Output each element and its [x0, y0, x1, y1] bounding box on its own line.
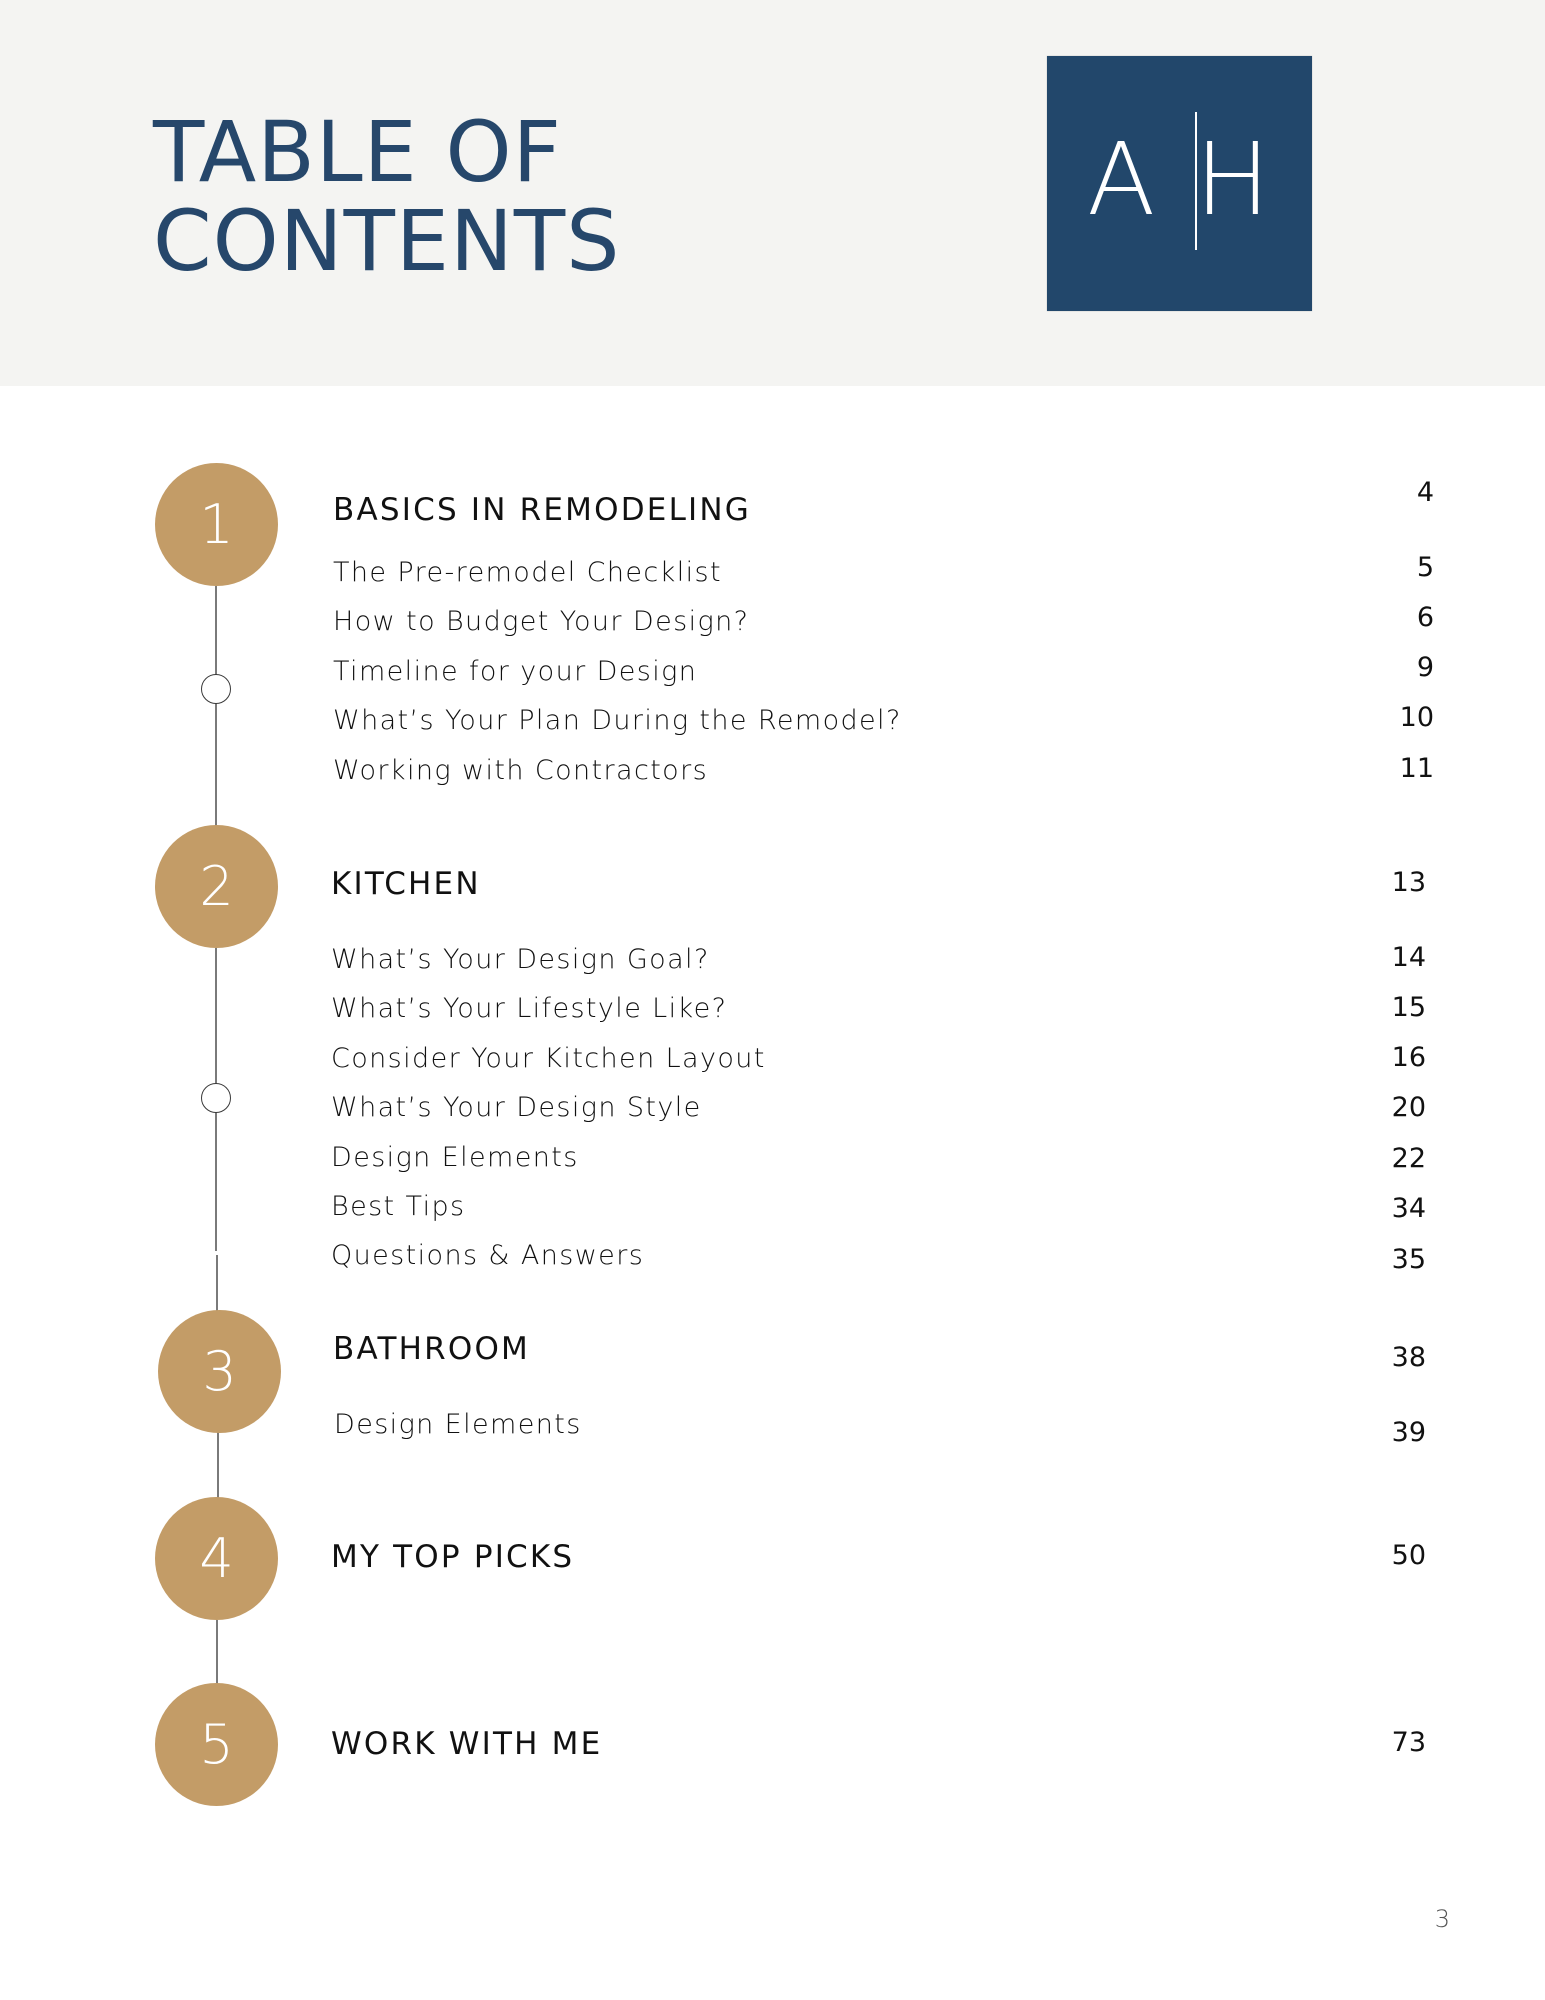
section-page-number: 38: [1391, 1342, 1426, 1373]
toc-item-page: 11: [1399, 753, 1434, 784]
toc-item[interactable]: What’s Your Plan During the Remodel?: [333, 705, 902, 736]
section-number-badge: 2: [155, 825, 278, 948]
toc-item-page: 22: [1391, 1143, 1426, 1174]
section-title[interactable]: MY TOP PICKS: [331, 1539, 575, 1575]
toc-item[interactable]: Timeline for your Design: [333, 656, 698, 687]
toc-item-page: 34: [1391, 1193, 1426, 1224]
timeline-connector: [217, 1432, 219, 1498]
timeline-connector: [216, 1255, 218, 1311]
section-number-badge: 5: [155, 1683, 278, 1806]
toc-item[interactable]: The Pre-remodel Checklist: [333, 557, 722, 588]
section-title[interactable]: BASICS IN REMODELING: [333, 492, 752, 528]
page-title-line1: TABLE OF: [153, 103, 562, 201]
footer-page-number: 3: [1434, 1905, 1450, 1933]
toc-item-page: 9: [1416, 652, 1434, 683]
toc-item[interactable]: Questions & Answers: [331, 1240, 645, 1271]
toc-item[interactable]: Design Elements: [331, 1142, 579, 1173]
toc-item[interactable]: Consider Your Kitchen Layout: [331, 1043, 766, 1074]
section-number-badge: 3: [158, 1310, 281, 1433]
section-number-badge: 4: [155, 1497, 278, 1620]
section-number-badge: 1: [155, 463, 278, 586]
page-title: [153, 103, 621, 290]
section-title[interactable]: KITCHEN: [331, 866, 481, 902]
toc-item-page: 14: [1391, 942, 1426, 973]
section-title[interactable]: WORK WITH ME: [331, 1726, 603, 1762]
toc-item-page: 5: [1416, 552, 1434, 583]
toc-item-page: 10: [1399, 702, 1434, 733]
toc-item-page: 6: [1416, 602, 1434, 633]
section-page-number: 4: [1416, 477, 1434, 508]
logo-letter-a: A: [1087, 121, 1156, 238]
section-page-number: 50: [1391, 1540, 1426, 1571]
toc-item-page: 20: [1391, 1092, 1426, 1123]
section-title[interactable]: BATHROOM: [333, 1331, 531, 1367]
timeline-sub-node: [201, 1083, 231, 1113]
toc-item[interactable]: What’s Your Lifestyle Like?: [331, 993, 728, 1024]
timeline-connector: [215, 586, 217, 826]
logo-letter-h: H: [1195, 121, 1271, 238]
toc-item-page: 35: [1391, 1244, 1426, 1275]
toc-item[interactable]: How to Budget Your Design?: [333, 606, 750, 637]
toc-item-page: 16: [1391, 1042, 1426, 1073]
brand-logo: [1047, 56, 1312, 311]
toc-item[interactable]: Design Elements: [334, 1409, 582, 1440]
toc-item-page: 39: [1391, 1417, 1426, 1448]
page-title-line2: CONTENTS: [153, 192, 621, 290]
timeline-connector: [216, 1620, 218, 1684]
toc-item[interactable]: Best Tips: [331, 1191, 466, 1222]
section-page-number: 13: [1391, 867, 1426, 898]
timeline-sub-node: [201, 674, 231, 704]
toc-item-page: 15: [1391, 992, 1426, 1023]
toc-item[interactable]: Working with Contractors: [333, 755, 709, 786]
toc-item[interactable]: What’s Your Design Goal?: [331, 944, 710, 975]
toc-item[interactable]: What’s Your Design Style: [331, 1092, 702, 1123]
section-page-number: 73: [1391, 1727, 1426, 1758]
